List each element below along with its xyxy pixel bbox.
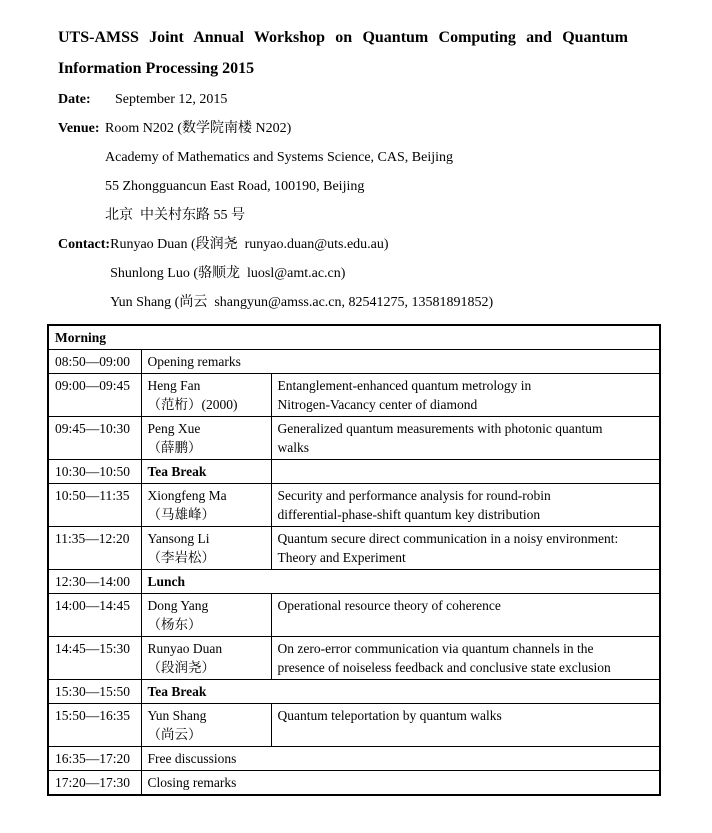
event-cell: Tea Break <box>141 680 660 704</box>
title-line-1: UTS-AMSS Joint Annual Workshop on Quantum Computing and Quantum <box>58 29 628 46</box>
talk-title-line: Quantum secure direct communication in a noisy environment: <box>277 531 619 546</box>
schedule-row-talk <box>48 704 660 747</box>
speaker-cell <box>141 704 271 747</box>
speaker-cell <box>141 594 271 637</box>
time-cell: 17:20—17:30 <box>48 771 141 796</box>
speaker-name: Runyao Duan <box>147 641 223 656</box>
contact-row <box>58 230 712 317</box>
schedule-row-opening <box>48 350 660 374</box>
contact-label: Contact: <box>58 237 111 252</box>
speaker-name: Xiongfeng Ma <box>147 488 227 503</box>
venue-line: 北京 中关村东路 55 号 <box>105 208 245 223</box>
time-cell: 16:35—17:20 <box>48 747 141 771</box>
speaker-name: Yansong Li <box>147 531 210 546</box>
event-cell: Closing remarks <box>141 771 660 796</box>
date-value: September 12, 2015 <box>115 92 228 107</box>
contact-line: Shunlong Luo (骆顺龙 luosl@amt.ac.cn) <box>110 266 346 281</box>
date-label: Date: <box>58 92 91 107</box>
event-cell: Opening remarks <box>141 350 660 374</box>
speaker-name-cn: （杨东） <box>147 617 202 632</box>
speaker-name: Dong Yang <box>147 598 209 613</box>
meta-block <box>58 85 712 317</box>
venue-label: Venue: <box>58 121 100 136</box>
event-cell: Free discussions <box>141 747 660 771</box>
talk-title-line: Generalized quantum measurements with photonic quantum <box>277 421 603 436</box>
talk-title-line: Operational resource theory of coherence <box>277 598 501 613</box>
talk-title-line: Nitrogen-Vacancy center of diamond <box>277 397 478 412</box>
schedule-row-talk <box>48 417 660 460</box>
time-cell: 14:45—15:30 <box>48 637 141 680</box>
empty-cell <box>271 460 660 484</box>
speaker-cell <box>141 484 271 527</box>
time-cell: 15:50—16:35 <box>48 704 141 747</box>
contact-lines <box>110 230 712 317</box>
time-cell: 08:50—09:00 <box>48 350 141 374</box>
schedule-row-closing <box>48 771 660 796</box>
talk-title-cell <box>271 637 660 680</box>
schedule-row-talk <box>48 637 660 680</box>
contact-line: Yun Shang (尚云 shangyun@amss.ac.cn, 82541275, 13581891852) <box>110 295 494 310</box>
time-cell: 14:00—14:45 <box>48 594 141 637</box>
date-row <box>58 85 712 114</box>
venue-row <box>58 114 712 230</box>
talk-title-cell <box>271 527 660 570</box>
schedule-row-talk <box>48 484 660 527</box>
schedule-row-lunch <box>48 570 660 594</box>
talk-title-line: Security and performance analysis for round-robin <box>277 488 551 503</box>
venue-lines <box>105 114 712 230</box>
talk-title-cell <box>271 374 660 417</box>
speaker-cell <box>141 527 271 570</box>
speaker-name-cn: （马雄峰） <box>147 507 215 522</box>
time-cell: 15:30—15:50 <box>48 680 141 704</box>
title-line-2: Information Processing 2015 <box>58 60 255 77</box>
speaker-name-cn: （段润尧） <box>147 660 215 675</box>
talk-title-line: Theory and Experiment <box>277 550 406 565</box>
session-header-row <box>48 325 660 350</box>
talk-title-line: differential-phase-shift quantum key distribution <box>277 507 541 522</box>
speaker-name-cn: （范桁）(2000) <box>147 397 238 412</box>
schedule-row-talk <box>48 527 660 570</box>
time-cell: 10:50—11:35 <box>48 484 141 527</box>
venue-line: Room N202 (数学院南楼 N202) <box>105 121 292 136</box>
speaker-cell <box>141 374 271 417</box>
talk-title-line: On zero-error communication via quantum channels in the <box>277 641 594 656</box>
session-header-cell: Morning <box>48 325 660 350</box>
speaker-name: Peng Xue <box>147 421 201 436</box>
venue-line: 55 Zhongguancun East Road, 100190, Beijing <box>105 179 365 194</box>
schedule-row-talk <box>48 594 660 637</box>
document-header <box>0 0 712 317</box>
speaker-name-cn: （李岩松） <box>147 550 215 565</box>
time-cell: 09:00—09:45 <box>48 374 141 417</box>
schedule-row-talk <box>48 374 660 417</box>
time-cell: 09:45—10:30 <box>48 417 141 460</box>
time-cell: 10:30—10:50 <box>48 460 141 484</box>
event-cell: Tea Break <box>141 460 271 484</box>
talk-title-line: walks <box>277 440 309 455</box>
schedule-table-container <box>47 324 661 796</box>
speaker-cell <box>141 637 271 680</box>
contact-line: Runyao Duan (段润尧 runyao.duan@uts.edu.au) <box>110 237 389 252</box>
talk-title-line: Quantum teleportation by quantum walks <box>277 708 502 723</box>
talk-title-cell <box>271 484 660 527</box>
talk-title-line: Entanglement-enhanced quantum metrology in <box>277 378 532 393</box>
speaker-name: Heng Fan <box>147 378 201 393</box>
schedule-row-tea-break <box>48 680 660 704</box>
schedule-row-free-discussions <box>48 747 660 771</box>
venue-line: Academy of Mathematics and Systems Science, CAS, Beijing <box>105 150 453 165</box>
page-title <box>58 22 628 84</box>
event-cell: Lunch <box>141 570 660 594</box>
time-cell: 11:35—12:20 <box>48 527 141 570</box>
talk-title-line: presence of noiseless feedback and conclusive state exclusion <box>277 660 611 675</box>
speaker-name-cn: （薛鹏） <box>147 440 202 455</box>
schedule-row-tea-break <box>48 460 660 484</box>
time-cell: 12:30—14:00 <box>48 570 141 594</box>
speaker-name-cn: （尚云） <box>147 727 202 742</box>
talk-title-cell <box>271 417 660 460</box>
speaker-name: Yun Shang <box>147 708 207 723</box>
speaker-cell <box>141 417 271 460</box>
talk-title-cell <box>271 704 660 747</box>
schedule-table <box>47 324 661 796</box>
talk-title-cell <box>271 594 660 637</box>
